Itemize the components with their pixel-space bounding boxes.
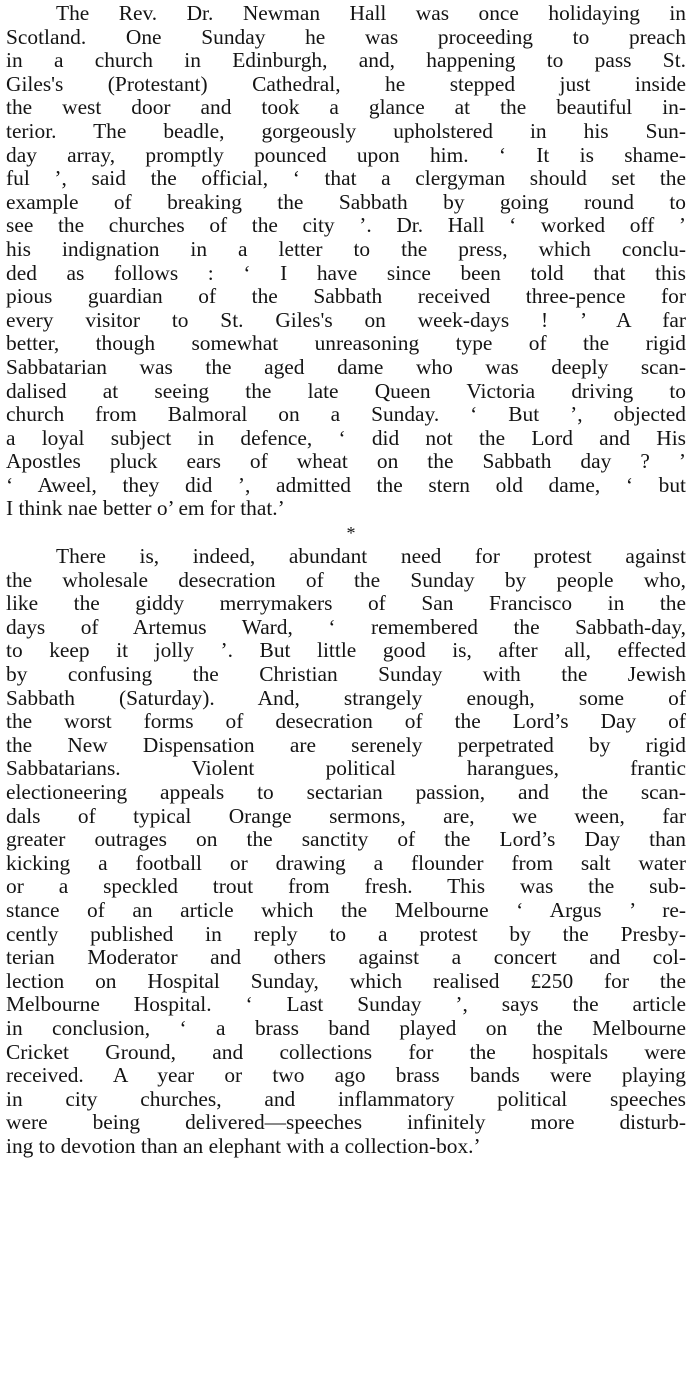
text-line: day array, promptly pounced upon him. ‘ It is shame- <box>6 142 686 167</box>
text-line: every visitor to St. Giles's on week-days ! ’ A far <box>6 307 686 332</box>
text-line: by confusing the Christian Sunday with the Jewish <box>6 662 686 687</box>
text-line: lection on Hospital Sunday, which realised £250 for the <box>6 968 686 993</box>
text-line: a loyal subject in defence, ‘ did not the Lord and His <box>6 425 686 450</box>
text-line: terian Moderator and others against a concert and col- <box>6 945 686 970</box>
text-line: Sabbatarians. Violent political harangues, frantic <box>6 756 686 781</box>
text-line: days of Artemus Ward, ‘ remembered the Sabbath-day, <box>6 614 686 639</box>
text-line: Giles's (Protestant) Cathedral, he stepped just inside <box>6 71 686 96</box>
text-line: terior. The beadle, gorgeously upholstered in his Sun- <box>6 118 686 143</box>
text-line: Sabbath (Saturday). And, strangely enough, some of <box>6 685 686 710</box>
text-line: like the giddy merrymakers of San Francisco in the <box>6 591 686 616</box>
text-line: church from Balmoral on a Sunday. ‘ But ’, objected <box>6 402 686 427</box>
paragraph-1 <box>6 2 686 521</box>
text-line: the New Dispensation are serenely perpetrated by rigid <box>6 732 686 757</box>
text-line: pious guardian of the Sabbath received three-pence for <box>6 284 686 309</box>
paragraph-2 <box>6 545 686 1158</box>
text-line: in a church in Edinburgh, and, happening to pass St. <box>6 48 686 73</box>
text-line: electioneering appeals to sectarian passion, and the scan- <box>6 780 686 804</box>
text-line: to keep it jolly ’. But little good is, after all, effected <box>6 638 686 663</box>
section-separator: * <box>346 523 356 544</box>
text-line: see the churches of the city ’. Dr. Hall ‘ worked off ’ <box>6 213 686 238</box>
text-line: cently published in reply to a protest by the Presby- <box>6 921 686 946</box>
text-line: Apostles pluck ears of wheat on the Sabbath day ? ’ <box>6 449 686 474</box>
text-line: in conclusion, ‘ a brass band played on the Melbourne <box>6 1015 686 1040</box>
text-line: or a speckled trout from fresh. This was the sub- <box>6 874 686 899</box>
text-line: the wholesale desecration of the Sunday by people who, <box>6 567 686 592</box>
text-line: better, though somewhat unreasoning type of the rigid <box>6 331 686 356</box>
text-line: Sabbatarian was the aged dame who was deeply scan- <box>6 354 686 379</box>
text-line: received. A year or two ago brass bands were playing <box>6 1063 686 1088</box>
text-line: in city churches, and inflammatory political speeches <box>6 1086 686 1111</box>
text-line: Melbourne Hospital. ‘ Last Sunday ’, says the article <box>6 992 686 1017</box>
text-line: kicking a football or drawing a flounder from salt water <box>6 850 686 875</box>
text-line: ded as follows : ‘ I have since been told that this <box>6 260 686 285</box>
text-line: ‘ Aweel, they did ’, admitted the stern old dame, ‘ but <box>6 472 686 497</box>
text-line: were being delivered—speeches infinitely more disturb- <box>6 1110 686 1135</box>
text-line: the west door and took a glance at the beautiful in- <box>6 95 686 120</box>
text-line: dals of typical Orange sermons, are, we ween, far <box>6 803 686 828</box>
text-line: Scotland. One Sunday he was proceeding to preach <box>6 24 686 49</box>
text-line: ful ’, said the official, ‘ that a clergyman should set the <box>6 166 686 191</box>
text-line: stance of an article which the Melbourne ‘ Argus ’ re- <box>6 897 686 922</box>
text-line: greater outrages on the sanctity of the Lord’s Day than <box>6 827 686 852</box>
text-line: The Rev. Dr. Newman Hall was once holidaying in <box>56 1 686 25</box>
text-line: the worst forms of desecration of the Lord’s Day of <box>6 709 686 734</box>
text-line: ing to devotion than an elephant with a collection-box.’ <box>6 1133 481 1158</box>
text-line: dalised at seeing the late Queen Victoria driving to <box>6 378 686 403</box>
text-line: his indignation in a letter to the press, which conclu- <box>6 236 686 261</box>
text-line: There is, indeed, abundant need for protest against <box>56 544 686 569</box>
text-line: I think nae better o’ em for that.’ <box>6 496 285 521</box>
text-line: example of breaking the Sabbath by going round to <box>6 189 686 214</box>
article-page <box>6 2 686 1159</box>
text-line: Cricket Ground, and collections for the hospitals were <box>6 1039 686 1064</box>
